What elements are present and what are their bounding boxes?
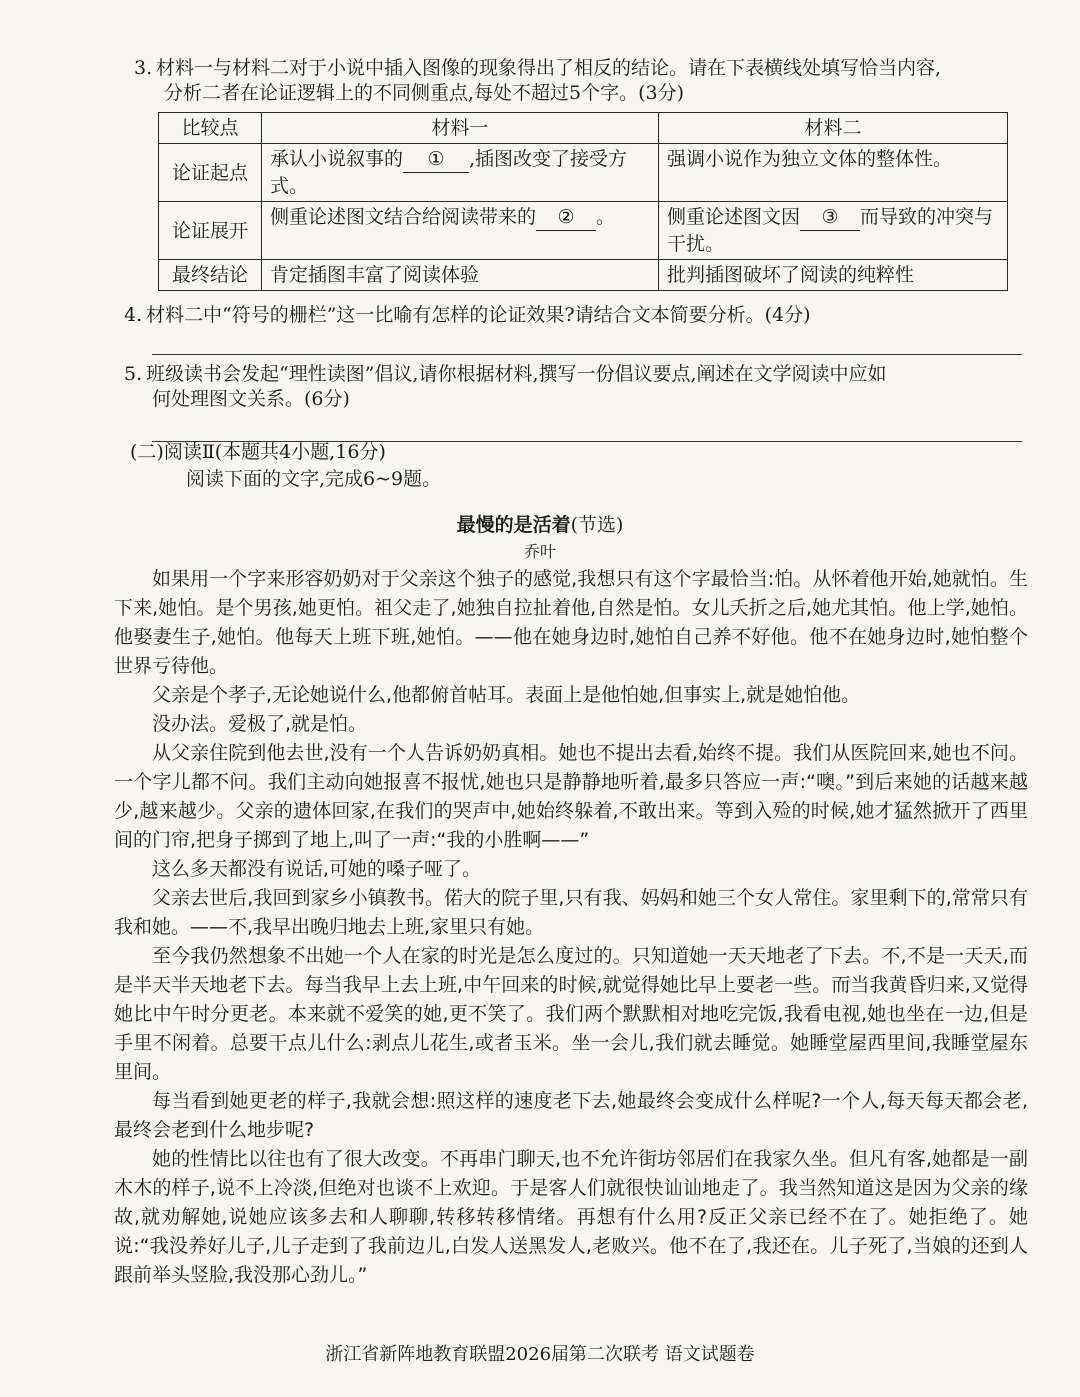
table-header-cell: 材料一	[262, 113, 659, 144]
article-title-text: 最慢的是活着	[456, 514, 571, 536]
article-title	[0, 510, 1080, 537]
question-3-line-2: 分析二者在论证逻辑上的不同侧重点,每处不超过5个字。(3分)	[164, 82, 685, 104]
article-subtitle: (节选)	[570, 514, 624, 536]
table-header-cell: 材料二	[659, 113, 1008, 144]
row-label: 论证起点	[159, 144, 262, 202]
paragraph: 她的性情比以往也有了很大改变。不再串门聊天,也不允许街坊邻居们在我家久坐。但凡有客,她都是一副木木的样子,说不上冷淡,但绝对也谈不上欢迎。于是客人们就很快讪讪地走了。我当然知道这是因为父亲的缘故,就劝解她,说她应该多去和人聊聊,转移转移情绪。再想有什么用?反正父亲已经不在了。她拒绝了。她说:“我没养好儿子,儿子走到了我前边儿,白发人送黑发人,老败兴。他不在了,我还在。儿子死了,当娘的还到人跟前举头竖脸,我没那心劲儿。”	[114, 1148, 1028, 1286]
question-5-line-2: 何处理图文关系。(6分)	[152, 388, 350, 410]
article-author: 乔叶	[523, 542, 556, 561]
table-cell: 侧重论述图文因 ③ 而导致的冲突与干扰。	[659, 202, 1008, 260]
table-row	[159, 202, 1008, 260]
question-4: 4. 材料二中“符号的栅栏”这一比喻有怎样的论证效果?请结合文本简要分析。(4分)	[124, 304, 811, 326]
answer-blank-1[interactable]: ①	[403, 146, 469, 173]
article-body	[114, 565, 1028, 1290]
table-cell: 承认小说叙事的 ① ,插图改变了接受方式。	[262, 144, 659, 202]
table-cell: 批判插图破坏了阅读的纯粹性	[659, 260, 1008, 291]
row-label: 最终结论	[159, 260, 262, 291]
paragraph: 父亲是个孝子,无论她说什么,他都俯首帖耳。表面上是他怕她,但事实上,就是她怕他。	[152, 684, 861, 706]
table-row	[159, 144, 1008, 202]
answer-line[interactable]	[152, 354, 1022, 355]
question-3	[134, 56, 1034, 106]
row-label: 论证展开	[159, 202, 262, 260]
paragraph: 没办法。爱极了,就是怕。	[152, 713, 368, 735]
paragraph: 如果用一个字来形容奶奶对于父亲这个独子的感觉,我想只有这个字最恰当:怕。从怀着他开始,她就怕。生下来,她怕。是个男孩,她更怕。祖父走了,她独自拉扯着他,自然是怕。女儿夭折之后,她尤其怕。他上学,她怕。他娶妻生子,她怕。他每天上班下班,她怕。——他在她身边时,她怕自己养不好他。他不在她身边时,她怕整个世界亏待他。	[114, 568, 1028, 677]
paragraph: 父亲去世后,我回到家乡小镇教书。偌大的院子里,只有我、妈妈和她三个女人常住。家里剩下的,常常只有我和她。——不,我早出晚归地去上班,家里只有她。	[114, 887, 1028, 938]
table-header-cell: 比较点	[159, 113, 262, 144]
question-5	[124, 362, 1029, 412]
table-header-row	[159, 113, 1008, 144]
table-row	[159, 260, 1008, 291]
question-3-line-1: 3. 材料一与材料二对于小说中插入图像的现象得出了相反的结论。请在下表横线处填写恰当内容,	[134, 57, 942, 79]
table-cell: 强调小说作为独立文体的整体性。	[659, 144, 1008, 202]
section-instruction: 阅读下面的文字,完成6~9题。	[186, 468, 442, 490]
page-footer: 浙江省新阵地教育联盟2026届第二次联考 语文试题卷	[325, 1344, 755, 1365]
question-number: 5.	[124, 363, 143, 385]
answer-blank-2[interactable]: ②	[536, 204, 596, 231]
paragraph: 从父亲住院到他去世,没有一个人告诉奶奶真相。她也不提出去看,始终不提。我们从医院回来,她也不问。一个字儿都不问。我们主动向她报喜不报忧,她也只是静静地听着,最多只答应一声:“噢。”到后来她的话越来越少,越来越少。父亲的遗体回家,在我们的哭声中,她始终躲着,不敢出来。等到入殓的时候,她才猛然掀开了西里间的门帘,把身子掷到了地上,叫了一声:“我的小胜啊——”	[114, 742, 1028, 851]
comparison-table	[158, 112, 1008, 291]
question-number: 3.	[134, 57, 153, 79]
table-cell: 侧重论述图文结合给阅读带来的 ② 。	[262, 202, 659, 260]
question-5-line-1: 5. 班级读书会发起“理性读图”倡议,请你根据材料,撰写一份倡议要点,阐述在文学阅读中应如	[124, 363, 887, 385]
question-number: 4.	[124, 304, 143, 326]
table-cell: 肯定插图丰富了阅读体验	[262, 260, 659, 291]
paragraph: 这么多天都没有说话,可她的嗓子哑了。	[152, 858, 482, 880]
paragraph: 每当看到她更老的样子,我就会想:照这样的速度老下去,她最终会变成什么样呢?一个人,每天每天都会老,最终会老到什么地步呢?	[114, 1090, 1028, 1141]
answer-blank-3[interactable]: ③	[800, 204, 860, 231]
section-heading: (二)阅读Ⅱ(本题共4小题,16分)	[130, 441, 386, 463]
paragraph: 至今我仍然想象不出她一个人在家的时光是怎么度过的。只知道她一天天地老了下去。不,不是一天天,而是半天半天地老下去。每当我早上去上班,中午回来的时候,就觉得她比早上要老一些。而当我黄昏归来,又觉得她比中午时分更老。本来就不爱笑的她,更不笑了。我们两个默默相对地吃完饭,我看电视,她也坐在一边,但是手里不闲着。总要干点儿什么:剥点儿花生,或者玉米。坐一会儿,我们就去睡觉。她睡堂屋西里间,我睡堂屋东里间。	[114, 945, 1028, 1083]
